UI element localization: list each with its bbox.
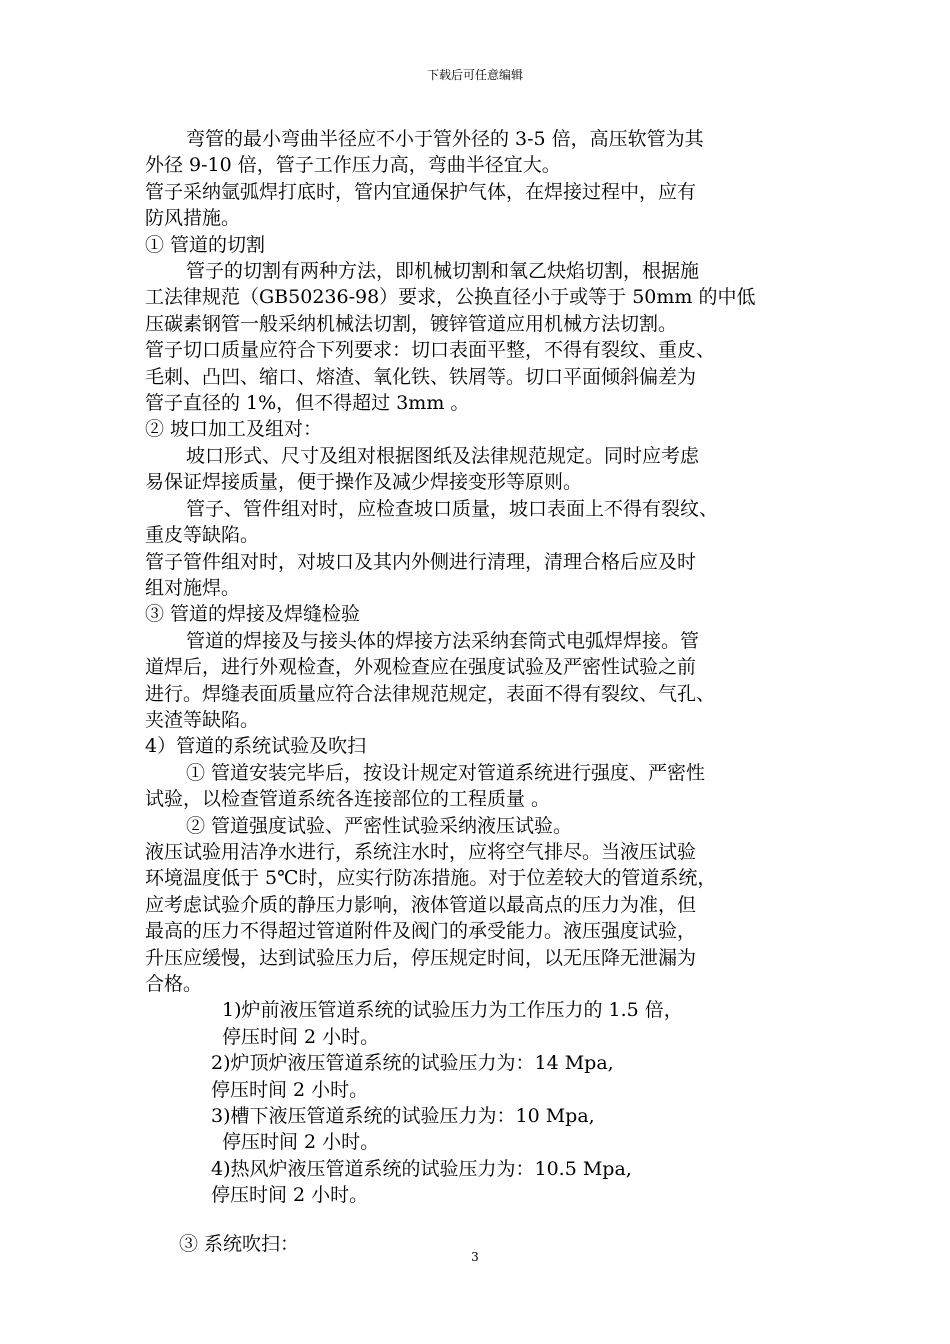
paragraph-gap <box>145 1209 825 1231</box>
list-item-continuation: 停压时间 2 小时。 <box>211 1184 369 1207</box>
text-line: ② 管道强度试验、严密性试验采纳液压试验。 <box>186 814 573 837</box>
page-header: 下载后可任意编辑 <box>426 68 523 82</box>
text-line: 管子、管件组对时，应检查坡口质量，坡口表面上不得有裂纹、 <box>186 497 719 520</box>
list-item: 3)槽下液压管道系统的试验压力为：10 Mpa, <box>211 1105 595 1128</box>
section-heading: ② 坡口加工及组对： <box>145 418 323 441</box>
list-item-continuation: 停压时间 2 小时。 <box>222 1025 380 1048</box>
list-item: 2)炉顶炉液压管道系统的试验压力为：14 Mpa, <box>211 1052 614 1075</box>
text-line: 外径 9-10 倍，管子工作压力高，弯曲半径宜大。 <box>145 154 561 177</box>
text-line: 进行。焊缝表面质量应符合法律规范规定，表面不得有裂纹、气孔、 <box>145 682 716 705</box>
text-line: 管子的切割有两种方法，即机械切割和氧乙炔焰切割，根据施 <box>186 260 700 283</box>
text-line: 管子直径的 1%，但不得超过 3mm 。 <box>145 392 470 415</box>
text-line: 升压应缓慢，达到试验压力后，停压规定时间，以无压降无泄漏为 <box>145 946 697 969</box>
text-line: ① 管道安装完毕后，按设计规定对管道系统进行强度、严密性 <box>186 761 706 784</box>
page-number: 3 <box>471 1250 479 1264</box>
section-heading: ③ 系统吹扫： <box>179 1232 300 1255</box>
text-line: 合格。 <box>145 973 203 995</box>
text-line: 管子采纳氩弧焊打底时，管内宜通保护气体，在焊接过程中，应有 <box>145 180 697 203</box>
section-heading: ① 管道的切割 <box>145 233 266 256</box>
text-line: 最高的压力不得超过管道附件及阀门的承受能力。液压强度试验， <box>145 920 697 943</box>
document-body <box>145 126 825 1257</box>
list-item: 1)炉前液压管道系统的试验压力为工作压力的 1.5 倍， <box>222 999 683 1022</box>
text-line: 压碳素钢管一般采纳机械法切割，镀锌管道应用机械方法切割。 <box>145 312 678 335</box>
text-line: 工法律规范（GB50236-98）要求，公换直径小于或等于 50mm 的中低 <box>145 286 756 309</box>
list-item-continuation: 停压时间 2 小时。 <box>222 1131 380 1154</box>
list-item: 4)热风炉液压管道系统的试验压力为：10.5 Mpa, <box>211 1157 632 1180</box>
text-line: 坡口形式、尺寸及组对根据图纸及法律规范规定。同时应考虑 <box>186 444 700 467</box>
text-line: 道焊后，进行外观检查，外观检查应在强度试验及严密性试验之前 <box>145 656 697 679</box>
text-line: 试验，以检查管道系统各连接部位的工程质量 。 <box>145 788 551 811</box>
section-heading: 4）管道的系统试验及吹扫 <box>145 735 367 758</box>
text-line: 毛刺、凸凹、缩口、熔渣、氧化铁、铁屑等。切口平面倾斜偏差为 <box>145 365 697 388</box>
text-line: 弯管的最小弯曲半径应不小于管外径的 3-5 倍，高压软管为其 <box>186 128 704 150</box>
text-line: 管道的焊接及与接头体的焊接方法采纳套筒式电弧焊焊接。管 <box>186 629 700 652</box>
text-line: 环境温度低于 5℃时，应实行防冻措施。对于位差较大的管道系统， <box>145 867 717 890</box>
text-line: 应考虑试验介质的静压力影响，液体管道以最高点的压力为准，但 <box>145 893 697 916</box>
text-line: 易保证焊接质量，便于操作及减少焊接变形等原则。 <box>145 471 583 494</box>
section-heading: ③ 管道的焊接及焊缝检验 <box>145 603 361 626</box>
list-item-continuation: 停压时间 2 小时。 <box>211 1078 369 1101</box>
text-line: 管子管件组对时，对坡口及其内外侧进行清理，清理合格后应及时 <box>145 550 697 573</box>
text-line: 液压试验用洁净水进行，系统注水时，应将空气排尽。当液压试验 <box>145 840 697 863</box>
text-line: 防风措施。 <box>145 207 241 230</box>
text-line: 夹渣等缺陷。 <box>145 708 260 731</box>
text-line: 组对施焊。 <box>145 576 241 599</box>
text-line: 管子切口质量应符合下列要求：切口表面平整，不得有裂纹、重皮、 <box>145 339 716 362</box>
text-line: 重皮等缺陷。 <box>145 524 260 547</box>
